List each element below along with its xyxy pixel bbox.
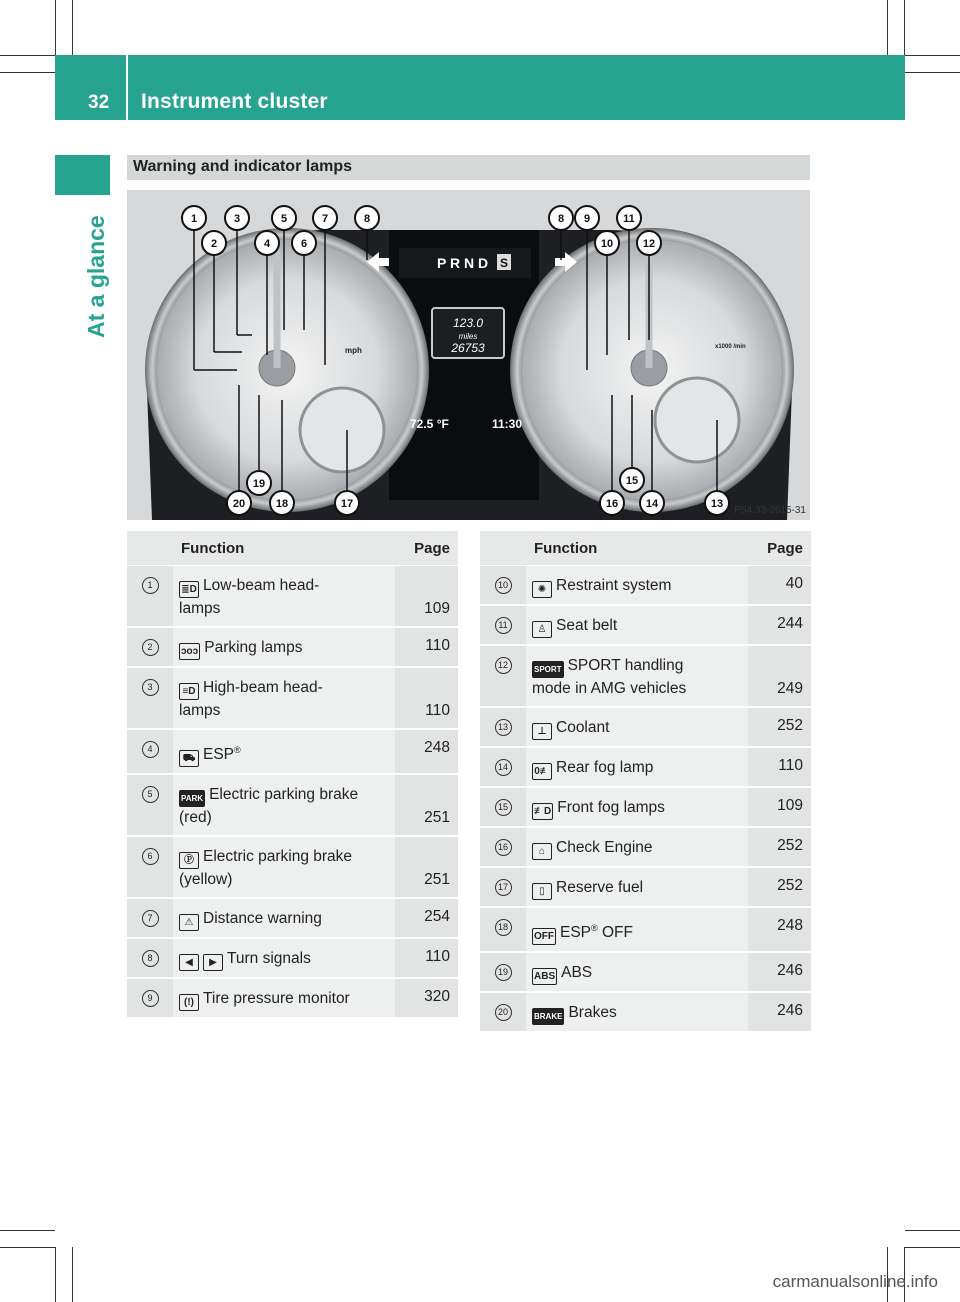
indicator-table-right	[480, 531, 811, 1033]
instrument-cluster-figure	[127, 190, 810, 520]
row-number-badge: 13	[495, 719, 512, 736]
rpm-unit: x1000 /min	[715, 344, 746, 350]
row-number-badge: 19	[495, 964, 512, 981]
function-label: Distance warning	[203, 910, 322, 928]
check-engine-icon: ⌂	[532, 843, 552, 860]
park-icon: PARK	[179, 790, 205, 807]
gear-display: P R N D	[437, 255, 489, 271]
callout-7: 7	[321, 213, 329, 225]
figure-code: P54.33-2615-31	[734, 505, 806, 516]
row-page: 251	[395, 774, 458, 836]
callout-13: 13	[710, 498, 724, 510]
row-number	[127, 938, 173, 978]
row-page: 110	[748, 747, 811, 787]
function-label: Low-beam head-	[203, 577, 320, 594]
row-function	[526, 566, 748, 606]
row-page: 252	[748, 867, 811, 907]
function-label: ESP	[203, 746, 235, 764]
function-label: Restraint system	[556, 577, 672, 594]
side-tab	[55, 155, 110, 195]
esp-off-icon: OFF	[532, 928, 556, 945]
table-row	[480, 952, 811, 992]
table-row	[127, 978, 458, 1018]
table-header-row	[480, 531, 811, 566]
callout-12: 12	[642, 238, 656, 250]
row-page: 244	[748, 605, 811, 645]
callout-2: 2	[210, 238, 218, 250]
row-number-badge: 4	[142, 741, 159, 758]
callout-5: 5	[280, 213, 288, 225]
row-number	[480, 992, 526, 1032]
row-number-badge: 1	[142, 577, 159, 594]
odo-top: 123.0	[452, 316, 484, 330]
function-label: Electric parking brake	[209, 786, 359, 804]
table-row	[127, 938, 458, 978]
crop-mark	[0, 1247, 55, 1248]
row-page: 248	[395, 729, 458, 774]
table-row	[480, 992, 811, 1032]
callout-6: 6	[300, 238, 308, 250]
table-row	[127, 729, 458, 774]
function-label-line2: lamps	[179, 600, 221, 617]
row-number	[127, 774, 173, 836]
odo-unit: miles	[458, 332, 478, 341]
seat-belt-icon: ♙	[532, 621, 552, 638]
row-number	[480, 787, 526, 827]
row-function	[173, 938, 395, 978]
row-number-badge: 10	[495, 577, 512, 594]
function-label: Brakes	[568, 1004, 617, 1022]
function-label-line2: lamps	[179, 702, 221, 719]
table-row	[480, 605, 811, 645]
header-function: Function	[173, 531, 395, 566]
page-title: Instrument cluster	[141, 90, 328, 113]
crop-mark	[0, 55, 55, 56]
row-function	[526, 952, 748, 992]
row-page: 109	[395, 566, 458, 628]
row-number	[127, 566, 173, 628]
row-function	[526, 907, 748, 952]
distance-warning-icon: ⚠	[179, 914, 199, 931]
header-divider	[126, 55, 128, 120]
fuel-gauge	[300, 388, 384, 472]
abs-icon: ABS	[532, 968, 557, 985]
table-row	[480, 707, 811, 747]
row-number	[480, 707, 526, 747]
row-number	[480, 747, 526, 787]
row-number	[127, 978, 173, 1018]
row-number	[480, 952, 526, 992]
row-number	[480, 645, 526, 707]
row-number-badge: 2	[142, 639, 159, 656]
callout-14: 14	[645, 498, 659, 510]
crop-mark	[905, 1247, 960, 1248]
row-number-badge: 9	[142, 990, 159, 1007]
row-function	[526, 747, 748, 787]
table-row	[480, 645, 811, 707]
coolant-gauge	[655, 378, 739, 462]
crop-mark	[905, 55, 960, 56]
callout-18: 18	[275, 498, 289, 510]
header-page: Page	[748, 531, 811, 566]
row-function	[173, 667, 395, 729]
crop-mark	[905, 1230, 960, 1231]
restraint-system-icon: ✺	[532, 581, 552, 598]
row-number-badge: 6	[142, 848, 159, 865]
callout-3: 3	[233, 213, 241, 225]
function-label: Seat belt	[556, 617, 618, 634]
row-number-badge: 7	[142, 910, 159, 927]
function-label: Rear fog lamp	[556, 759, 654, 776]
row-number	[127, 627, 173, 667]
callout-1: 1	[190, 213, 198, 225]
page-number: 32	[88, 92, 110, 113]
row-number	[127, 667, 173, 729]
function-label-suffix: OFF	[597, 924, 633, 942]
row-function	[526, 787, 748, 827]
gear-mode: S	[500, 256, 509, 270]
row-page: 40	[748, 566, 811, 606]
function-label: High-beam head-	[203, 679, 323, 696]
row-number	[127, 729, 173, 774]
header-number	[127, 531, 173, 566]
row-function	[173, 774, 395, 836]
callout-11: 11	[623, 213, 635, 225]
function-label-line2: (yellow)	[179, 871, 233, 889]
registered-mark: ®	[234, 745, 241, 755]
registered-mark: ®	[591, 923, 598, 933]
function-label: Tire pressure monitor	[203, 990, 350, 1008]
row-number-badge: 20	[495, 1004, 512, 1021]
function-label: Front fog lamps	[557, 799, 665, 816]
row-function	[526, 992, 748, 1032]
high-beam-icon: ≡D	[179, 683, 199, 700]
speed-unit: mph	[345, 346, 362, 355]
instrument-cluster-illustration	[127, 190, 810, 520]
crop-mark	[905, 72, 960, 73]
row-function	[526, 707, 748, 747]
parking-lamps-icon: ↄoↄ	[179, 643, 200, 660]
callout-10: 10	[600, 238, 614, 250]
function-label: Check Engine	[556, 839, 653, 856]
row-function	[173, 627, 395, 667]
row-number	[480, 867, 526, 907]
row-number-badge: 17	[495, 879, 512, 896]
function-label: SPORT handling	[567, 657, 684, 674]
function-label: Reserve fuel	[556, 879, 644, 896]
row-page: 254	[395, 898, 458, 938]
row-number-badge: 8	[142, 950, 159, 967]
table-row	[127, 566, 458, 628]
row-number	[127, 898, 173, 938]
function-label: Turn signals	[227, 950, 311, 968]
callout-15: 15	[625, 475, 639, 487]
crop-mark	[904, 0, 905, 55]
row-page: 109	[748, 787, 811, 827]
table-header-row	[127, 531, 458, 566]
row-page: 320	[395, 978, 458, 1018]
row-page: 110	[395, 667, 458, 729]
row-number-badge: 3	[142, 679, 159, 696]
function-label: ESP	[560, 924, 592, 942]
esp-icon: ⛟	[179, 750, 199, 767]
crop-mark	[0, 72, 55, 73]
crop-mark	[887, 0, 888, 55]
low-beam-icon: ≣D	[179, 581, 199, 598]
callout-9: 9	[583, 213, 591, 225]
callout-8-right: 8	[557, 213, 565, 225]
table-row	[480, 747, 811, 787]
callout-20: 20	[232, 498, 246, 510]
row-function	[526, 827, 748, 867]
row-number-badge: 18	[495, 919, 512, 936]
reserve-fuel-icon: ▯	[532, 883, 552, 900]
indicator-table-left	[127, 531, 458, 1019]
function-label: Coolant	[556, 719, 610, 736]
row-function	[173, 898, 395, 938]
row-function	[526, 645, 748, 707]
section-title: Warning and indicator lamps	[133, 158, 352, 175]
row-number-badge: 11	[495, 617, 512, 634]
front-fog-icon: ≢D	[532, 803, 553, 820]
watermark: carmanualsonline.info	[772, 1272, 938, 1291]
row-function	[173, 978, 395, 1018]
header-page: Page	[395, 531, 458, 566]
table-row	[480, 787, 811, 827]
row-page: 249	[748, 645, 811, 707]
row-function	[173, 566, 395, 628]
row-number-badge: 15	[495, 799, 512, 816]
clock: 11:30	[492, 417, 523, 431]
odo-bottom: 26753	[451, 341, 485, 355]
table-row	[480, 827, 811, 867]
coolant-icon: ⊥	[532, 723, 552, 740]
row-number	[480, 907, 526, 952]
function-label: Parking lamps	[204, 639, 303, 656]
table-row	[127, 836, 458, 898]
header-number	[480, 531, 526, 566]
row-function	[526, 605, 748, 645]
row-page: 252	[748, 707, 811, 747]
row-number-badge: 14	[495, 759, 512, 776]
rear-fog-icon: 0≢	[532, 763, 552, 780]
turn-signals-icon: ◀	[179, 954, 199, 971]
row-number	[480, 605, 526, 645]
callout-19: 19	[252, 478, 266, 490]
row-number-badge: 12	[495, 657, 512, 674]
table-row	[480, 867, 811, 907]
callout-4: 4	[263, 238, 271, 250]
row-number	[480, 566, 526, 606]
crop-mark	[55, 1247, 56, 1302]
row-number	[127, 836, 173, 898]
crop-mark	[0, 1230, 55, 1231]
header-function: Function	[526, 531, 748, 566]
row-number-badge: 5	[142, 786, 159, 803]
table-row	[127, 627, 458, 667]
brake-icon: BRAKE	[532, 1008, 564, 1025]
tire-pressure-icon: (!)	[179, 994, 199, 1011]
row-page: 110	[395, 938, 458, 978]
row-function	[173, 729, 395, 774]
row-page: 248	[748, 907, 811, 952]
callout-8-left: 8	[363, 213, 371, 225]
crop-mark	[72, 0, 73, 55]
table-row	[480, 907, 811, 952]
callout-16: 16	[605, 498, 619, 510]
function-label-line2: mode in AMG vehicles	[532, 680, 687, 697]
row-page: 246	[748, 952, 811, 992]
table-row	[127, 667, 458, 729]
chapter-label: At a glance	[83, 215, 109, 338]
row-page: 252	[748, 827, 811, 867]
turn-signals-icon-right: ▶	[203, 954, 223, 971]
function-label: ABS	[561, 964, 593, 982]
crop-mark	[55, 0, 56, 55]
row-page: 251	[395, 836, 458, 898]
table-row	[480, 566, 811, 606]
outside-temp: 72.5 °F	[410, 417, 449, 431]
table-row	[127, 898, 458, 938]
callout-17: 17	[340, 498, 354, 510]
row-page: 246	[748, 992, 811, 1032]
row-number-badge: 16	[495, 839, 512, 856]
sport-icon: SPORT	[532, 661, 564, 678]
row-number	[480, 827, 526, 867]
row-page: 110	[395, 627, 458, 667]
row-function	[526, 867, 748, 907]
table-row	[127, 774, 458, 836]
row-function	[173, 836, 395, 898]
function-label-line2: (red)	[179, 809, 212, 827]
crop-mark	[72, 1247, 73, 1302]
function-label: Electric parking brake	[203, 848, 353, 866]
parking-brake-yellow-icon: Ⓟ	[179, 852, 199, 869]
